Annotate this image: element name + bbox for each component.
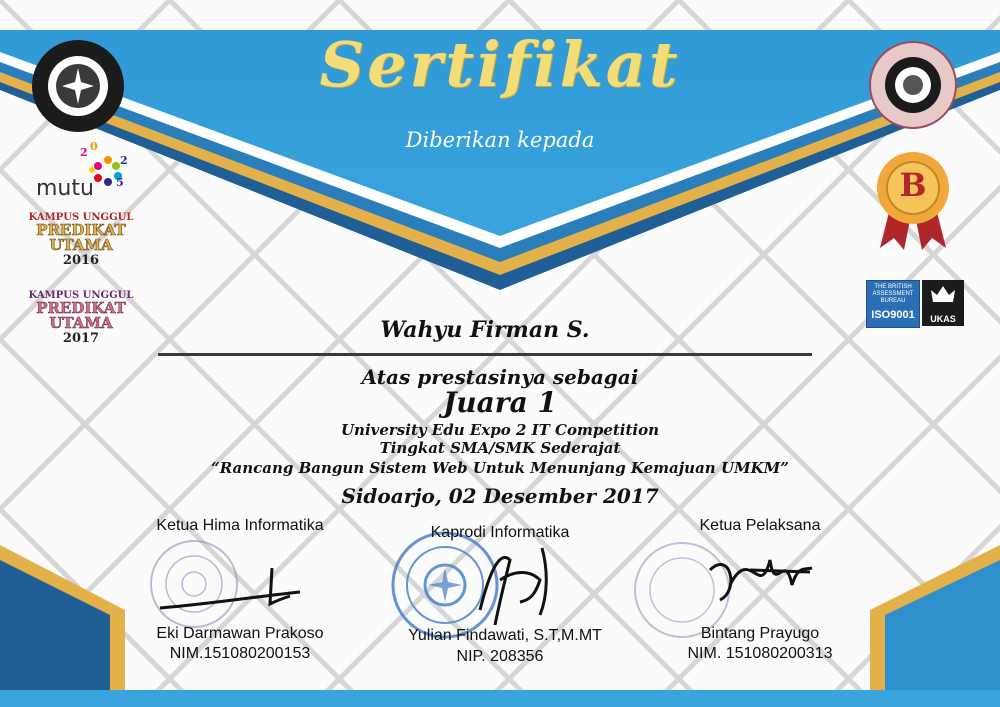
mutu-digit-4: 5 bbox=[116, 176, 124, 189]
award-2016-year: 2016 bbox=[62, 253, 100, 268]
achievement-rank: Juara 1 bbox=[443, 386, 557, 419]
signatory-2-name: Yulian Findawati, S.T,M.MT bbox=[408, 627, 602, 644]
certificate-subtitle: Diberikan kepada bbox=[405, 128, 595, 152]
signature-1 bbox=[150, 560, 310, 620]
signatory-1-id: NIM.151080200153 bbox=[169, 645, 311, 662]
place-date: Sidoarjo, 02 Desember 2017 bbox=[341, 484, 659, 508]
award-2016-line3: UTAMA bbox=[49, 236, 113, 254]
mutu-digit-3: 2 bbox=[120, 154, 128, 167]
accreditation-grade: B bbox=[899, 166, 927, 204]
signatory-2-role: Kaprodi Informatika bbox=[430, 524, 570, 541]
award-2017-line1: KAMPUS UNGGUL bbox=[28, 290, 134, 301]
recipient-name: Wahyu Firman S. bbox=[380, 317, 590, 343]
iso-badge bbox=[866, 280, 920, 328]
award-2017 bbox=[22, 290, 140, 347]
ukas-label: UKAS bbox=[930, 314, 956, 324]
signatory-3-id: NIM. 151080200313 bbox=[687, 645, 833, 662]
award-2016 bbox=[22, 212, 140, 269]
signatory-2-id: NIP. 208356 bbox=[456, 648, 544, 665]
award-2016-line2: PREDIKAT bbox=[36, 221, 126, 239]
iso-body: THE BRITISH ASSESSMENT BUREAU bbox=[872, 284, 914, 304]
award-2017-line2: PREDIKAT bbox=[36, 299, 126, 317]
mutu-word: mutu bbox=[36, 176, 94, 201]
mutu-digit-2: 0 bbox=[90, 140, 98, 153]
signatory-1-name: Eki Darmawan Prakoso bbox=[156, 625, 324, 642]
signatory-3-role: Ketua Pelaksana bbox=[699, 517, 821, 534]
crown-icon bbox=[922, 280, 964, 310]
iso-standard: ISO9001 bbox=[871, 309, 915, 321]
project-title: “Rancang Bangun Sistem Web Untuk Menunjang Kemajuan UMKM” bbox=[211, 459, 789, 477]
signatory-3-name: Bintang Prayugo bbox=[700, 625, 820, 642]
competition-level: Tingkat SMA/SMK Sederajat bbox=[379, 439, 621, 457]
award-2017-year: 2017 bbox=[62, 331, 100, 346]
ukas-badge bbox=[922, 280, 964, 326]
signature-3 bbox=[700, 540, 830, 610]
name-underline bbox=[158, 353, 812, 356]
competition-name: University Edu Expo 2 IT Competition bbox=[340, 421, 660, 439]
award-2017-line3: UTAMA bbox=[49, 314, 113, 332]
signatory-1-role: Ketua Hima Informatika bbox=[156, 517, 324, 534]
award-2016-line1: KAMPUS UNGGUL bbox=[28, 212, 134, 223]
signature-2 bbox=[460, 540, 570, 630]
mutu-digit-1: 2 bbox=[80, 146, 88, 159]
certificate-title: Sertifikat bbox=[319, 28, 681, 101]
achievement-intro: Atas prestasinya sebagai bbox=[361, 365, 639, 389]
